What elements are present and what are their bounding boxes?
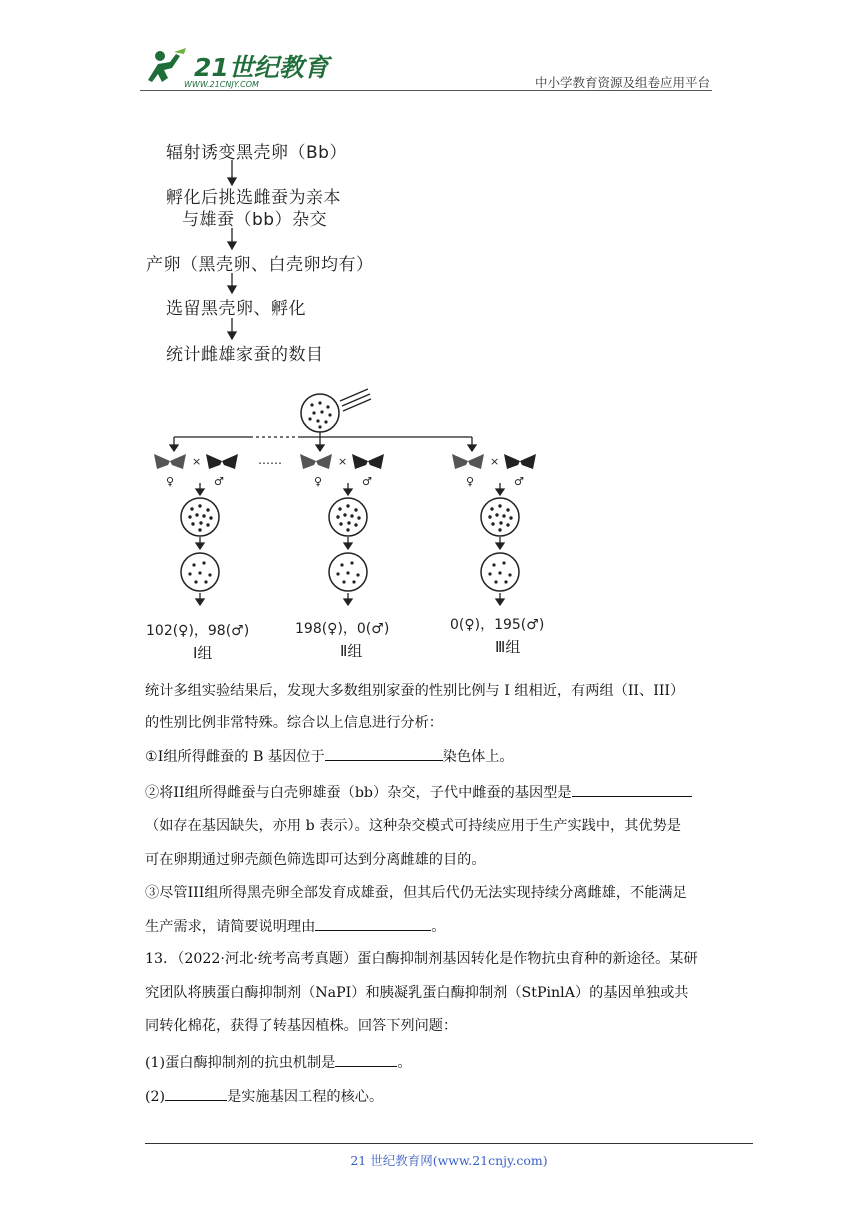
paragraph-line: 13．（2022·河北·统考高考真题）蛋白酶抑制剂基因转化是作物抗虫育种的新途径。某研 [145, 951, 698, 967]
answer-blank [572, 782, 692, 797]
paragraph-line: ③尽管III组所得黑壳卵全部发育成雄蚕，但其后代仍无法实现持续分离雌雄，不能满足 [145, 885, 687, 901]
site-logo [140, 44, 329, 90]
svg-text:……: …… [258, 453, 282, 467]
paragraph-line: 究团队将胰蛋白酶抑制剂（NaPI）和胰凝乳蛋白酶抑制剂（StPinlA）的基因单独或共 [145, 985, 689, 1001]
answer-blank [165, 1086, 227, 1101]
flow-arrows [220, 158, 250, 348]
svg-text:♂: ♂ [362, 475, 372, 488]
svg-text:×: × [490, 455, 500, 468]
logo-url: WWW.21CNJY.COM [184, 80, 259, 89]
svg-text:♀: ♀ [466, 475, 475, 488]
group-1-result: 102(♀)，98(♂) [146, 623, 250, 639]
paragraph-line: 的性别比例非常特殊。综合以上信息进行分析： [145, 715, 443, 731]
paragraph-line: （如存在基因缺失，亦用 b 表示）。这种杂交模式可持续应用于生产实践中，其优势是 [145, 818, 681, 834]
svg-text:×: × [338, 455, 348, 468]
answer-blank [325, 746, 443, 761]
group-3-label: Ⅲ组 [495, 638, 521, 656]
svg-text:×: × [192, 455, 202, 468]
irradiated-egg [301, 389, 371, 432]
svg-text:♀: ♀ [166, 475, 175, 488]
header-divider [140, 90, 712, 91]
silkworm-diagram [140, 385, 560, 615]
group-2-label: Ⅱ组 [340, 642, 363, 660]
answer-blank [335, 1052, 397, 1067]
footer-divider [145, 1143, 753, 1144]
svg-text:♂: ♂ [514, 475, 524, 488]
subquestion-1: (1)蛋白酶抑制剂的抗虫机制是 。 [145, 1052, 720, 1073]
logo-text: 21世纪教育 [194, 53, 329, 82]
flow-step-2b: 与雄蚕（bb）杂交 [182, 210, 328, 230]
group-2-result: 198(♀)，0(♂) [295, 621, 390, 637]
group-1-label: Ⅰ组 [193, 644, 213, 662]
footer-link[interactable]: 21 世纪教育网(www.21cnjy.com) [350, 1153, 548, 1168]
paragraph-line: 统计多组实验结果后，发现大多数组别家蚕的性别比例与 I 组相近，有两组（II、III） [145, 683, 685, 699]
svg-text:♂: ♂ [214, 475, 224, 488]
flow-step-1: 辐射诱变黑壳卵（Bb） [166, 143, 347, 163]
flow-step-3: 产卵（黑壳卵、白壳卵均有） [146, 255, 374, 275]
question-2: ②将II组所得雌蚕与白壳卵雄蚕（bb）杂交，子代中雌蚕的基因型是 [145, 782, 720, 803]
answer-blank [315, 916, 431, 931]
group-3-result: 0(♀)，195(♂) [450, 617, 545, 633]
flow-step-2a: 孵化后挑选雌蚕为亲本 [166, 188, 341, 208]
question-1: ①I组所得雌蚕的 B 基因位于 染色体上。 [145, 746, 720, 767]
subquestion-2: (2) 是实施基因工程的核心。 [145, 1086, 720, 1107]
paragraph-line: 可在卵期通过卵壳颜色筛选即可达到分离雌雄的目的。 [145, 852, 486, 868]
question-3: 生产需求，请简要说明理由 。 [145, 916, 720, 937]
flow-step-4: 选留黑壳卵、孵化 [166, 299, 306, 319]
flow-step-5: 统计雌雄家蚕的数目 [166, 345, 324, 365]
svg-text:♀: ♀ [314, 475, 323, 488]
paragraph-line: 同转化棉花，获得了转基因植株。回答下列问题： [145, 1018, 458, 1034]
platform-title: 中小学教育资源及组卷应用平台 [534, 75, 710, 90]
